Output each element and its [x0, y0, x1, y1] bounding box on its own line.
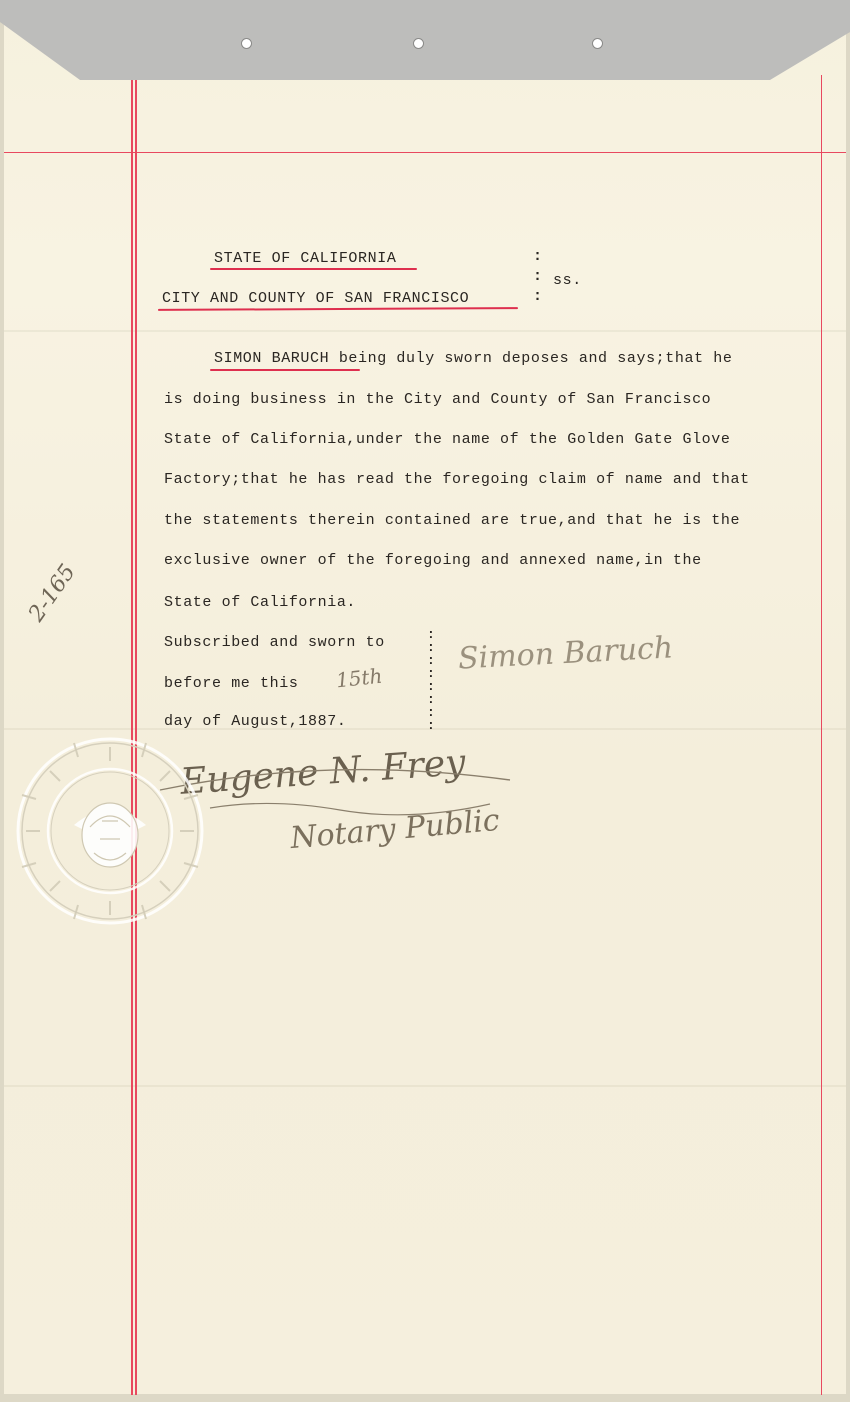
handwritten-day: 15th — [334, 663, 384, 693]
body-line-4: Factory;that he has read the foregoing claim of name and that — [164, 471, 750, 488]
margin-note: 2-165 — [24, 560, 81, 627]
venue-colon: : — [533, 268, 543, 285]
body-line-5: the statements therein contained are true,and that he is the — [164, 512, 741, 529]
punch-hole — [241, 38, 252, 49]
ss-label: ss. — [553, 272, 582, 289]
body-line-6: exclusive owner of the foregoing and annexed name,in the — [164, 552, 702, 569]
affiant-signature: Simon Baruch — [457, 630, 675, 677]
body-line-2: is doing business in the City and County of San Francisco — [164, 391, 712, 408]
venue-colon: : — [533, 248, 543, 265]
punch-hole — [413, 38, 424, 49]
venue-county: CITY AND COUNTY OF SAN FRANCISCO — [162, 290, 470, 307]
notary-title: Notary Public — [288, 802, 501, 857]
venue-state: STATE OF CALIFORNIA — [214, 250, 397, 267]
body-line-3: State of California,under the name of the Golden Gate Glove — [164, 431, 731, 448]
notary-seal — [14, 735, 206, 927]
affiant-name: SIMON BARUCH — [214, 350, 330, 367]
underline — [210, 268, 417, 270]
underline — [210, 369, 360, 371]
body-line-1: SIMON BARUCH being duly sworn deposes and says;that he — [214, 350, 733, 367]
jurat-colons: : : : : : : : : — [427, 627, 435, 733]
body-line-7: State of California. — [164, 594, 357, 611]
jurat-line-3: day of August,1887. — [164, 713, 347, 730]
jurat-line-2: before me this — [164, 675, 299, 692]
punch-hole — [592, 38, 603, 49]
venue-colon: : — [533, 288, 543, 305]
right-margin-rule — [821, 75, 822, 1395]
signature-flourish — [150, 760, 530, 840]
notary-signature: Eugene N. Frey — [178, 742, 467, 803]
binder-clip — [0, 0, 850, 82]
jurat-line-1: Subscribed and sworn to — [164, 634, 385, 651]
